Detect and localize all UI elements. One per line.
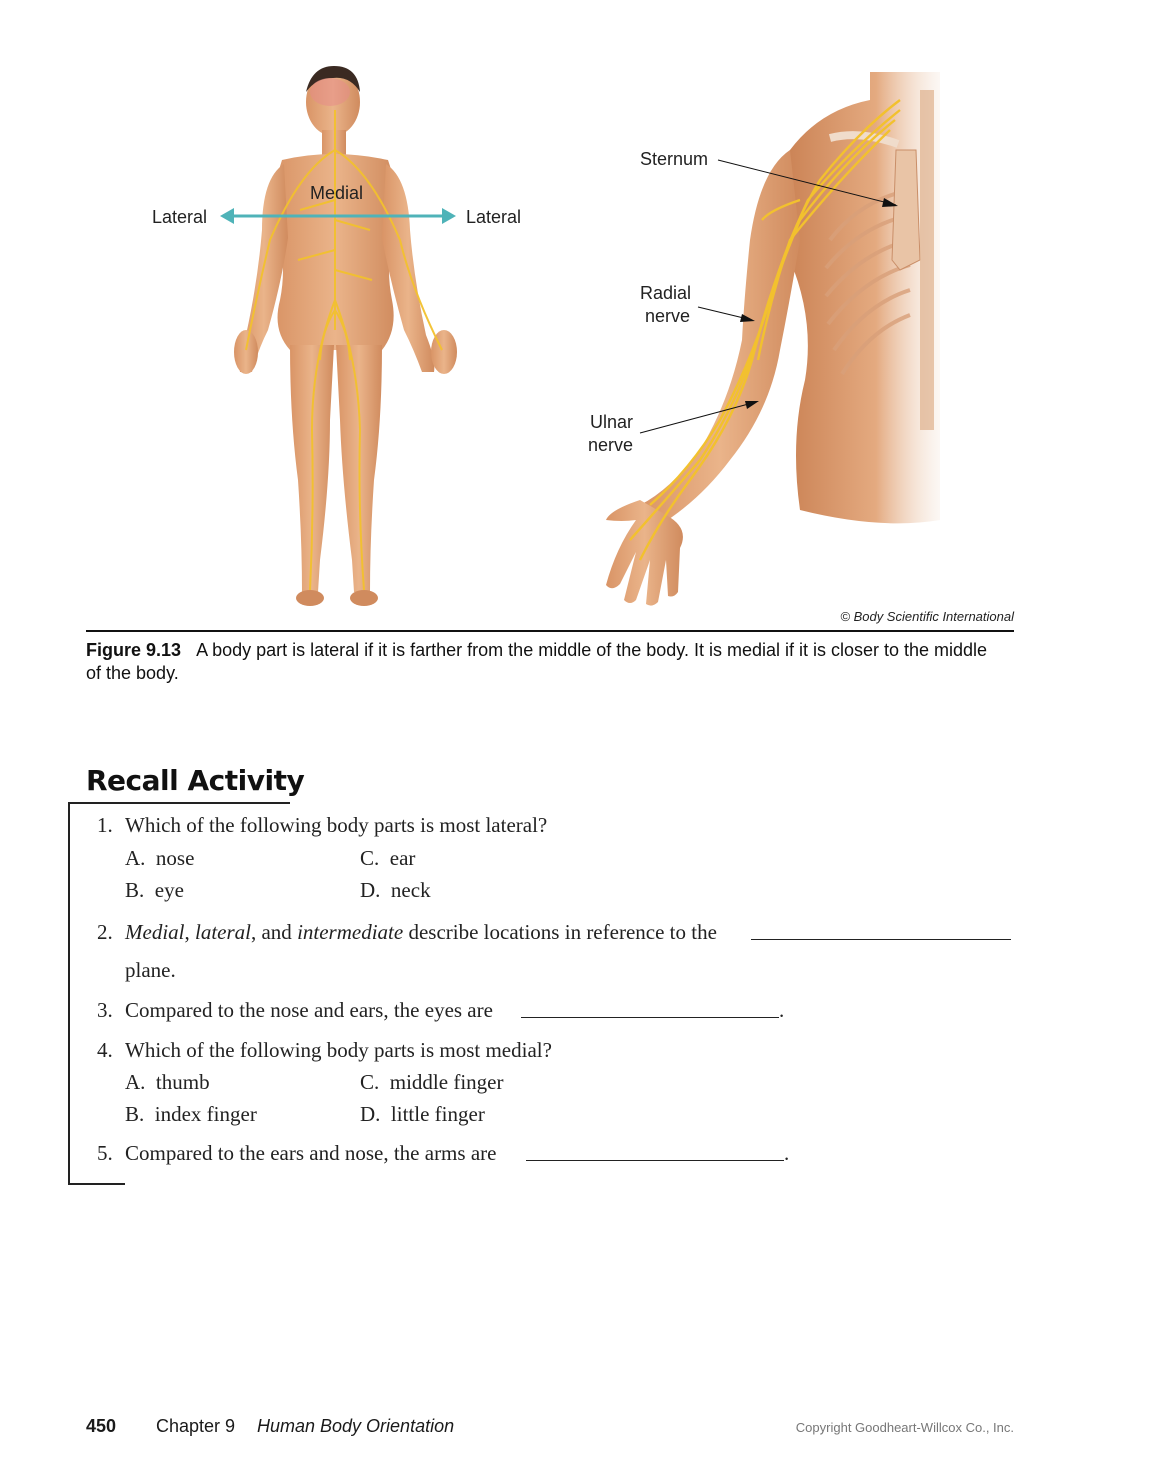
medial-label: Medial (310, 183, 364, 203)
option-4c (360, 1070, 503, 1095)
option-text: middle finger (389, 1070, 504, 1094)
option-letter: B. (125, 878, 145, 902)
option-letter: C. (360, 846, 380, 870)
option-letter: C. (360, 1070, 380, 1094)
text-sep: , (184, 920, 195, 944)
option-letter: A. (125, 1070, 146, 1094)
question-3-period: . (779, 998, 785, 1022)
answer-blank-5[interactable] (526, 1160, 784, 1161)
option-letter: D. (360, 1102, 381, 1126)
option-text: index finger (154, 1102, 257, 1126)
question-2-continuation: plane. (125, 958, 176, 982)
option-1b (125, 878, 184, 903)
question-3-text: Compared to the nose and ears, the eyes are (125, 998, 493, 1022)
option-text: thumb (155, 1070, 210, 1094)
answer-blank-3[interactable] (521, 1017, 779, 1018)
option-text: little finger (390, 1102, 485, 1126)
option-letter: D. (360, 878, 381, 902)
question-5-number: 5. (97, 1141, 113, 1165)
option-letter: B. (125, 1102, 145, 1126)
activity-bottom-rule (68, 1183, 125, 1185)
text-sep: , and (250, 920, 298, 944)
lateral-right-label: Lateral (466, 207, 522, 227)
term-intermediate: intermediate (297, 920, 404, 944)
page-number: 450 (86, 1416, 117, 1436)
question-number: 1. (97, 813, 113, 837)
question-2-text (125, 920, 717, 945)
activity-top-rule (68, 802, 290, 804)
activity-title: Recall Activity (86, 764, 305, 797)
question-5-period: . (784, 1141, 790, 1165)
question-4-text: Which of the following body parts is most medial? (125, 1038, 552, 1062)
caption-rule (86, 630, 1014, 632)
option-4d (360, 1102, 485, 1127)
option-4a (125, 1070, 210, 1095)
figure-credit: © Body Scientific International (840, 609, 1014, 624)
question-5-text: Compared to the ears and nose, the arms are (125, 1141, 497, 1165)
radial-label-line2: nerve (645, 306, 691, 326)
question-4-number: 4. (97, 1038, 113, 1062)
sternum-label: Sternum (640, 149, 709, 169)
ulnar-label-line2: nerve (588, 435, 634, 455)
option-letter: A. (125, 846, 146, 870)
option-1d (360, 878, 431, 903)
figure-number: Figure 9.13 (86, 640, 182, 660)
chapter-title: Human Body Orientation (257, 1416, 455, 1436)
figure-illustration (0, 0, 1156, 640)
term-medial: Medial (125, 920, 185, 944)
radial-label-line1: Radial (640, 283, 692, 303)
question-1 (97, 813, 113, 838)
answer-blank-2[interactable] (751, 939, 1011, 940)
figure-caption (86, 639, 1006, 685)
ulnar-label-line1: Ulnar (590, 412, 634, 432)
option-text: ear (389, 846, 416, 870)
caption-text: A body part is lateral if it is farther from the middle of the body. It is medial if it is closer to the middle of the body. (86, 640, 988, 683)
option-text: eye (154, 878, 184, 902)
option-text: nose (155, 846, 195, 870)
body-figure (234, 66, 457, 606)
term-lateral: lateral (194, 920, 251, 944)
question-2-stem: describe locations in reference to the (403, 920, 717, 944)
copyright-notice: Copyright Goodheart-Willcox Co., Inc. (795, 1420, 1014, 1435)
option-text: neck (390, 878, 431, 902)
question-1-text: Which of the following body parts is most lateral? (125, 813, 548, 837)
question-3-number: 3. (97, 998, 113, 1022)
option-1a (125, 846, 194, 871)
activity-side-rule (68, 802, 70, 1185)
option-4b (125, 1102, 257, 1127)
question-2-number: 2. (97, 920, 113, 944)
chapter-label: Chapter 9 (156, 1416, 236, 1436)
option-1c (360, 846, 415, 871)
lateral-left-label: Lateral (152, 207, 208, 227)
